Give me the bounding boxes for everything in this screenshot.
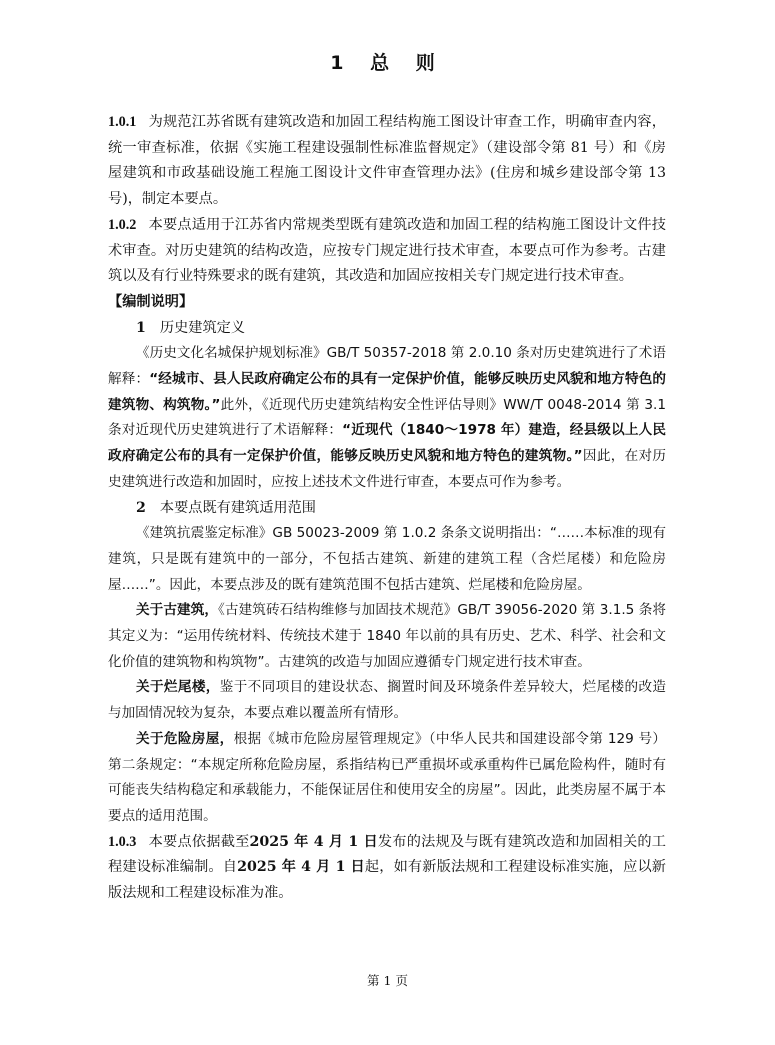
lead-phrase: 关于烂尾楼， xyxy=(136,679,220,696)
quoted-definition: “近现代（1840～1978 年）建造，经县级以上人民政府确定公布的具有一定保护价值，能够反映历史风貌和地方特色的建筑物。” xyxy=(108,422,666,465)
item-number: 2 xyxy=(136,499,146,516)
clause-1-0-3 xyxy=(108,830,666,907)
page-number: 第 1 页 xyxy=(367,973,408,988)
paragraph-text: 因此，在对历史建筑进行改造和加固时，应按上述技术文件进行审查，本要点可作为参考。 xyxy=(108,448,667,490)
clause-text: 本要点依据截至 xyxy=(148,833,250,850)
explanation-heading: 【编制说明】 xyxy=(108,293,194,310)
clause-1-0-1 xyxy=(108,110,666,213)
quoted-definition: “经城市、县人民政府确定公布的具有一定保护价值，能够反映历史风貌和地方特色的建筑物、构筑物。” xyxy=(108,371,667,413)
explanation-item-2 xyxy=(108,496,666,522)
paragraph-ancient-buildings xyxy=(108,598,666,675)
paragraph-text: 根据《城市危险房屋管理规定》（中华人民共和国建设部令第 129 号）第二条规定：“本规定所称危险房屋，系指结构已严重损坏或承重构件已属危险构件，随时有可能丧失结构稳定和承载能力，不能保证居住和使用安全的房屋”。因此，此类房屋不属于本要点的适用范围。 xyxy=(108,730,666,824)
explanation-item-1 xyxy=(108,316,666,342)
lead-phrase: 关于古建筑， xyxy=(136,602,219,619)
clause-text: 为规范江苏省既有建筑改造和加固工程结构施工图设计审查工作，明确审查内容，统一审查标准，依据《实施工程建设强制性标准监督规定》（建设部令第 81 号）和《房屋建筑和市政基础设施工程施工图设计文件审查管理办法》(住房和城乡建设部令第 13 号)，制定本要点。 xyxy=(108,114,666,208)
clause-1-0-2 xyxy=(108,213,666,290)
item-title: 历史建筑定义 xyxy=(159,319,246,336)
page-title: 1 总 则 xyxy=(330,52,445,74)
effective-date: 2025 年 4 月 1 日 xyxy=(237,859,365,876)
lead-phrase: 关于危险房屋， xyxy=(136,730,234,747)
effective-date: 2025 年 4 月 1 日 xyxy=(249,833,378,850)
clause-text: 起，如有新版法规和工程建设标准实施，应以新版法规和工程建设标准为准。 xyxy=(108,859,666,902)
paragraph-historic-definition xyxy=(108,341,666,495)
paragraph-text: 《历史文化名城保护规划标准》GB/T 50357-2018 第 2.0.10 条对历史建筑进行了术语解释： xyxy=(108,345,666,388)
clause-number: 1.0.2 xyxy=(108,216,137,233)
paragraph-text: 鉴于不同项目的建设状态、搁置时间及环境条件差异较大，烂尾楼的改造与加固情况较为复杂，本要点难以覆盖所有情形。 xyxy=(108,679,667,722)
clause-text: 发布的法规及与既有建筑改造和加固相关的工程建设标准编制。自 xyxy=(108,833,666,876)
clause-text: 本要点适用于江苏省内常规类型既有建筑改造和加固工程的结构施工图设计文件技术审查。对历史建筑的结构改造，应按专门规定进行技术审查，本要点可作为参考。古建筑以及有行业特殊要求的既有建筑，其改造和加固应按相关专门规定进行技术审查。 xyxy=(108,216,666,285)
clause-number: 1.0.3 xyxy=(108,833,137,850)
paragraph-unfinished-buildings xyxy=(108,675,666,726)
item-title: 本要点既有建筑适用范围 xyxy=(159,499,316,516)
document-body xyxy=(108,110,666,907)
paragraph-scope: 《建筑抗震鉴定标准》GB 50023-2009 第 1.0.2 条条文说明指出：“……本标准的现有建筑，只是既有建筑中的一部分，不包括古建筑、新建的建筑工程（含烂尾楼）和危险房屋……”。因此，本要点涉及的既有建筑范围不包括古建筑、烂尾楼和危险房屋。 xyxy=(108,525,666,593)
paragraph-text: 《古建筑砖石结构维修与加固技术规范》GB/T 39056-2020 第 3.1.5 条将其定义为：“运用传统材料、传统技术建于 1840 年以前的具有历史、艺术、科学、社会和文化价值的建筑物和构筑物”。古建筑的改造与加固应遵循专门规定进行技术审查。 xyxy=(108,602,666,670)
clause-number: 1.0.1 xyxy=(108,114,137,130)
paragraph-text: 此外，《近现代历史建筑结构安全性评估导则》WW/T 0048-2014 第 3.1 条对近现代历史建筑进行了术语解释： xyxy=(108,396,666,439)
paragraph-dangerous-buildings xyxy=(108,727,666,830)
item-number: 1 xyxy=(136,319,146,336)
